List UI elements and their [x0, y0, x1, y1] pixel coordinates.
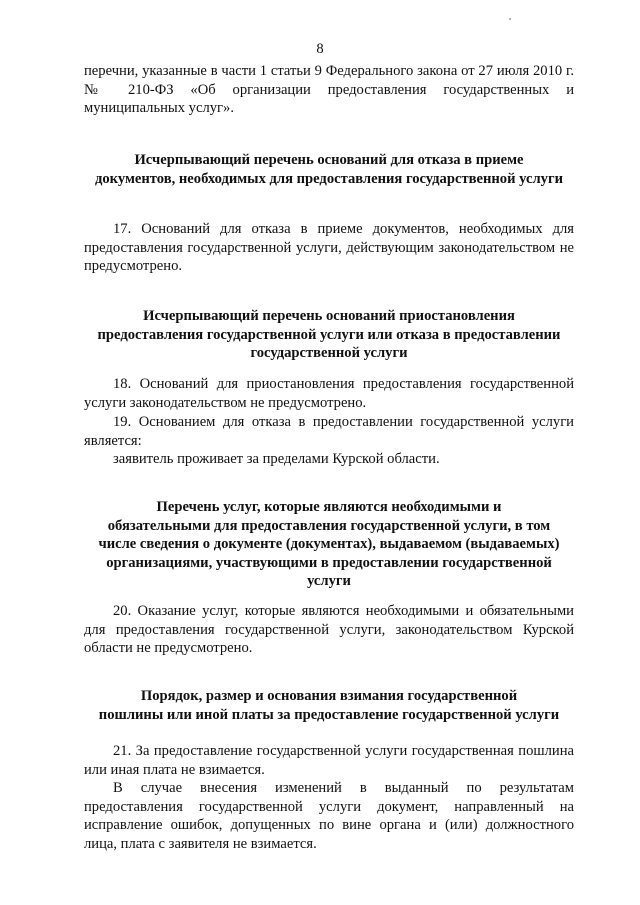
section-3-heading — [84, 498, 574, 591]
section-1-heading-line-2: документов, необходимых для предоставления государственной услуги — [95, 170, 563, 187]
section-3-heading-line-3: числе сведения о документе (документах), выдаваемом (выдаваемых) — [98, 536, 560, 553]
section-2-heading-line-2: предоставления государственной услуги или отказа в предоставлении — [97, 326, 561, 343]
section-3-heading-line-1: Перечень услуг, которые являются необходимыми и — [156, 499, 502, 515]
section-4-heading-line-1: Порядок, размер и основания взимания государственной — [140, 688, 518, 704]
section-2-heading-line-1: Исчерпывающий перечень оснований приостановления — [143, 308, 515, 324]
section-3-heading-line-4: организациями, участвующими в предоставлении государственной — [106, 554, 552, 571]
section-2-heading — [84, 307, 574, 363]
paragraph-17: 17. Оснований для отказа в приеме документов, необходимых для предоставления государственной услуги, действующим законодательством не предусмотрено. — [84, 221, 574, 275]
scan-speck — [509, 18, 511, 20]
paragraph-18: 18. Оснований для приостановления предоставления государственной услуги законодательством не предусмотрено. — [84, 376, 574, 411]
section-2-heading-line-3: государственной услуги — [250, 345, 408, 362]
section-3-heading-line-5: услуги — [307, 573, 351, 590]
section-4-heading — [84, 687, 574, 724]
paragraph-21: 21. За предоставление государственной услуги государственная пошлина или иная плата не взимается. — [84, 743, 574, 778]
section-4-heading-line-2: пошлины или иной платы за предоставление государственной услуги — [98, 706, 560, 723]
paragraph-19: 19. Основанием для отказа в предоставлении государственной услуги является: — [84, 414, 574, 449]
paragraph-19-item: заявитель проживает за пределами Курской области. — [113, 451, 440, 467]
section-1-heading-line-1: Исчерпывающий перечень оснований для отказа в приеме — [134, 152, 524, 168]
intro-paragraph: перечни, указанные в части 1 статьи 9 Федерального закона от 27 июля 2010 г. № 210-ФЗ «Об организации предоставления государственных и муниципальных услуг». — [84, 63, 574, 117]
section-1-heading — [84, 151, 574, 188]
section-3-heading-line-2: обязательными для предоставления государственной услуги, в том — [107, 517, 551, 534]
page-number: 8 — [316, 41, 324, 57]
paragraph-20: 20. Оказание услуг, которые являются необходимыми и обязательными для предоставления государственной услуги, законодательством Курской области не предусмотрено. — [84, 603, 574, 657]
paragraph-21-amendment: В случае внесения изменений в выданный по результатам предоставления государственной услуги документ, направленный на исправление ошибок, допущенных по вине органа и (или) должностного лица, плата с заявителя не взимается. — [84, 780, 574, 852]
